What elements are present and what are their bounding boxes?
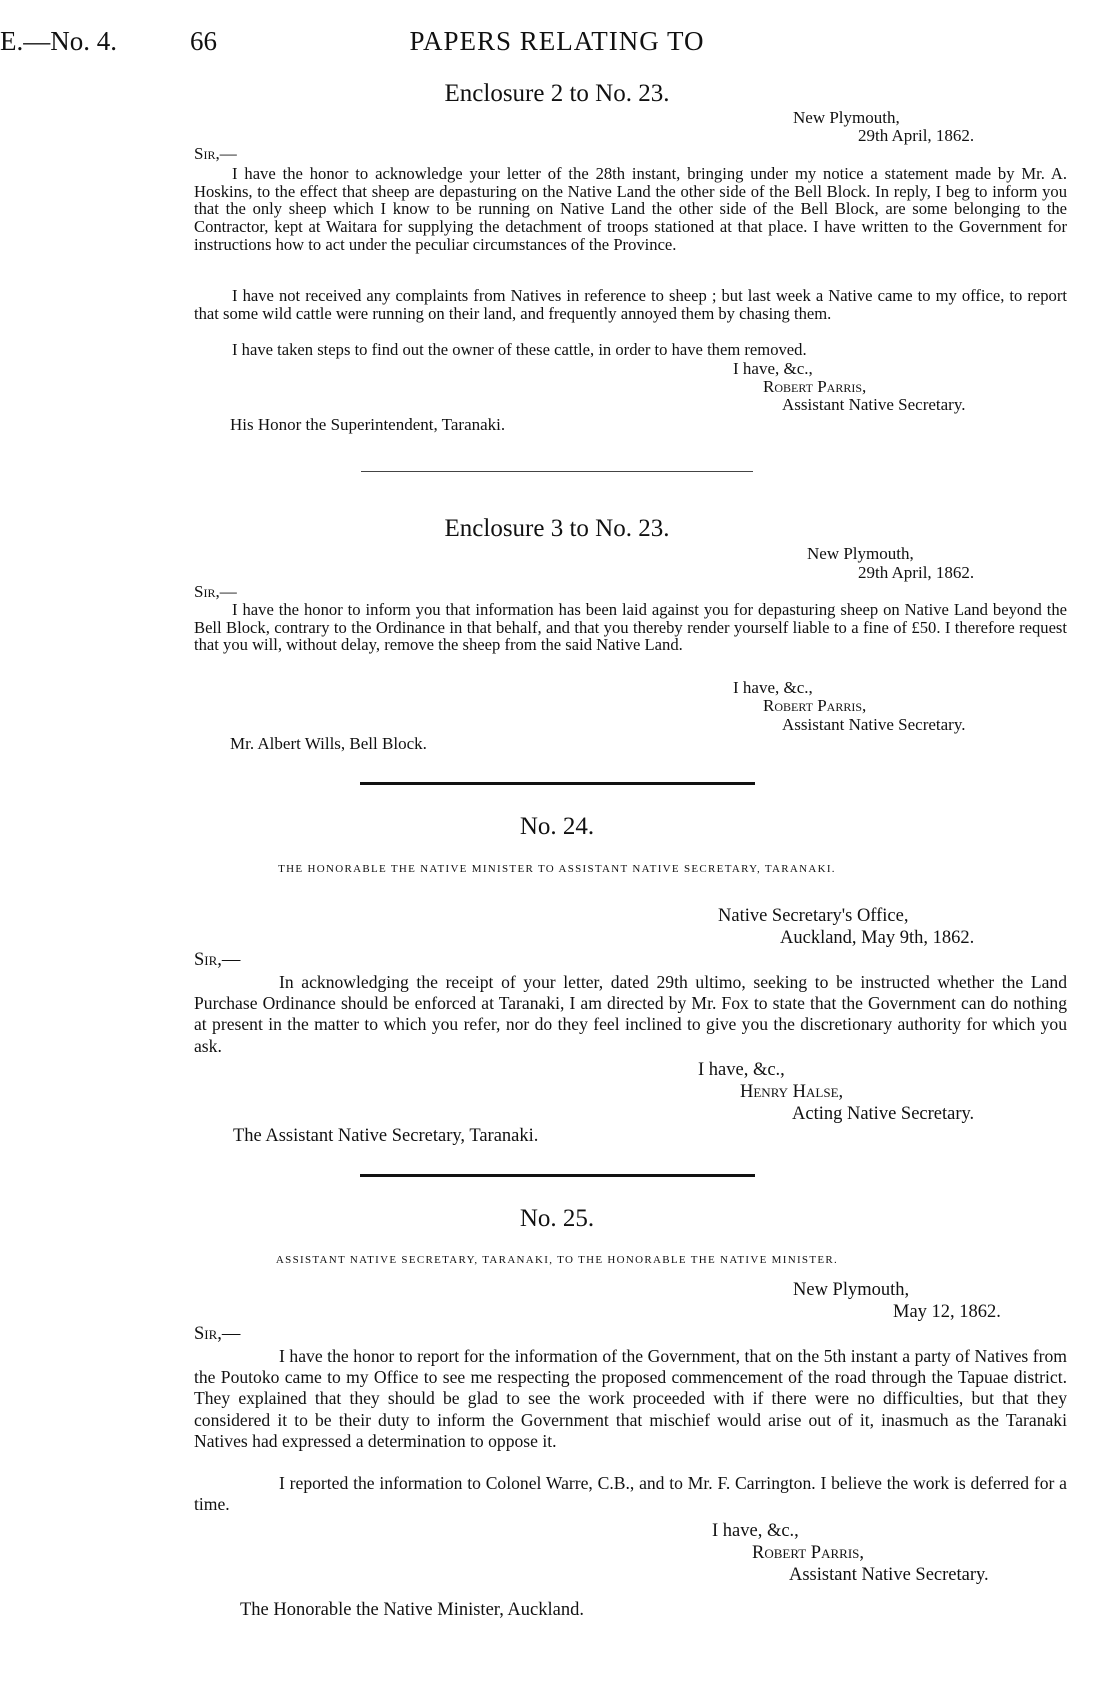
addressee: The Assistant Native Secretary, Taranaki. — [233, 1126, 539, 1146]
letter-paragraph: I have not received any complaints from Natives in reference to sheep ; but last week a Native came to my office, to report that some wild cattle were running on their land, and frequently annoyed them by chasing them. — [194, 286, 1067, 323]
letter-paragraph: I have taken steps to find out the owner of these cattle, in order to have them removed. — [232, 340, 807, 359]
letter-subheading: ASSISTANT NATIVE SECRETARY, TARANAKI, TO THE HONORABLE THE NATIVE MINISTER. — [275, 1254, 839, 1266]
letter-paragraph: I have the honor to acknowledge your letter of the 28th instant, bringing under my notice a statement made by Mr. A. Hoskins, to the effect that sheep are depasturing on the Native Land the other side of the Bell Block. In reply, I beg to inform you that the only sheep which I know to be running on Native Land the other side of the Bell Block, are some belonging to the Contractor, kept at Waitara for supplying the detachment of troops stationed at that place. I have written to the Government for instructions how to act under the peculiar circumstances of the Province. — [194, 164, 1067, 254]
letter-date: 29th April, 1862. — [858, 563, 975, 582]
signer-title: Assistant Native Secretary. — [782, 395, 966, 414]
salutation: Sir,— — [194, 144, 237, 163]
letter-place: New Plymouth, — [793, 108, 900, 127]
salutation: Sir,— — [194, 582, 237, 601]
signer-title: Assistant Native Secretary. — [789, 1565, 989, 1585]
closing: I have, &c., — [733, 359, 813, 378]
signer-name: Robert Parris, — [763, 377, 867, 396]
addressee: His Honor the Superintendent, Taranaki. — [230, 415, 506, 434]
section-divider — [0, 471, 1114, 472]
letter-paragraph: I have the honor to inform you that information has been laid against you for depasturing sheep on Native Land beyond the Bell Block, contrary to the Ordinance in that behalf, and that you thereby render yourself liable to a fine of £50. I therefore request that you will, without delay, remove the sheep from the said Native Land. — [194, 600, 1067, 655]
addressee: The Honorable the Native Minister, Auckland. — [240, 1600, 584, 1620]
no-25-heading: No. 25. — [519, 1205, 595, 1232]
letter-date: 29th April, 1862. — [858, 126, 975, 145]
letter-place: Native Secretary's Office, — [718, 906, 909, 926]
page-title: PAPERS RELATING TO — [409, 26, 705, 56]
paper-reference: E.—No. 4. — [0, 26, 117, 56]
signer-name: Robert Parris, — [752, 1543, 864, 1563]
letter-paragraph: In acknowledging the receipt of your letter, dated 29th ultimo, seeking to be instructed whether the Land Purchase Ordinance should be enforced at Taranaki, I am directed by Mr. Fox to state that the Government can do nothing at present in the matter to which you refer, nor do they feel inclined to give you the discretionary authority for which you ask. — [194, 972, 1067, 1056]
letter-paragraph: I reported the information to Colonel Warre, C.B., and to Mr. F. Carrington. I believe the work is deferred for a time. — [194, 1473, 1067, 1515]
salutation: Sir,— — [194, 950, 241, 970]
no-24-heading: No. 24. — [519, 813, 595, 840]
salutation: Sir,— — [194, 1324, 241, 1344]
letter-paragraph: I have the honor to report for the information of the Government, that on the 5th instant a party of Natives from the Poutoko came to my Office to see me respecting the proposed commencement of the road through the Tapuae district. They explained that they should be glad to see the work proceeded with if there were no difficulties, but that they considered it to be their duty to inform the Government that mischief would arise out of it, inasmuch as the Taranaki Natives had expressed a determination to oppose it. — [194, 1346, 1067, 1451]
section-divider — [0, 782, 1114, 785]
letter-place: New Plymouth, — [807, 544, 914, 563]
signer-title: Acting Native Secretary. — [792, 1104, 975, 1124]
letter-subheading: THE HONORABLE THE NATIVE MINISTER TO ASSISTANT NATIVE SECRETARY, TARANAKI. — [278, 863, 836, 875]
addressee: Mr. Albert Wills, Bell Block. — [230, 734, 427, 753]
letter-place: New Plymouth, — [793, 1280, 910, 1300]
signer-title: Assistant Native Secretary. — [782, 715, 966, 734]
signer-name: Henry Halse, — [740, 1082, 844, 1102]
closing: I have, &c., — [733, 678, 813, 697]
closing: I have, &c., — [712, 1521, 799, 1541]
signer-name: Robert Parris, — [763, 696, 867, 715]
section-divider — [0, 1174, 1114, 1177]
letter-date: Auckland, May 9th, 1862. — [780, 928, 975, 948]
enclosure-3-heading: Enclosure 3 to No. 23. — [444, 515, 670, 542]
closing: I have, &c., — [698, 1060, 785, 1080]
enclosure-2-heading: Enclosure 2 to No. 23. — [444, 80, 670, 107]
letter-date: May 12, 1862. — [893, 1302, 1001, 1322]
page-number: 66 — [190, 26, 217, 56]
